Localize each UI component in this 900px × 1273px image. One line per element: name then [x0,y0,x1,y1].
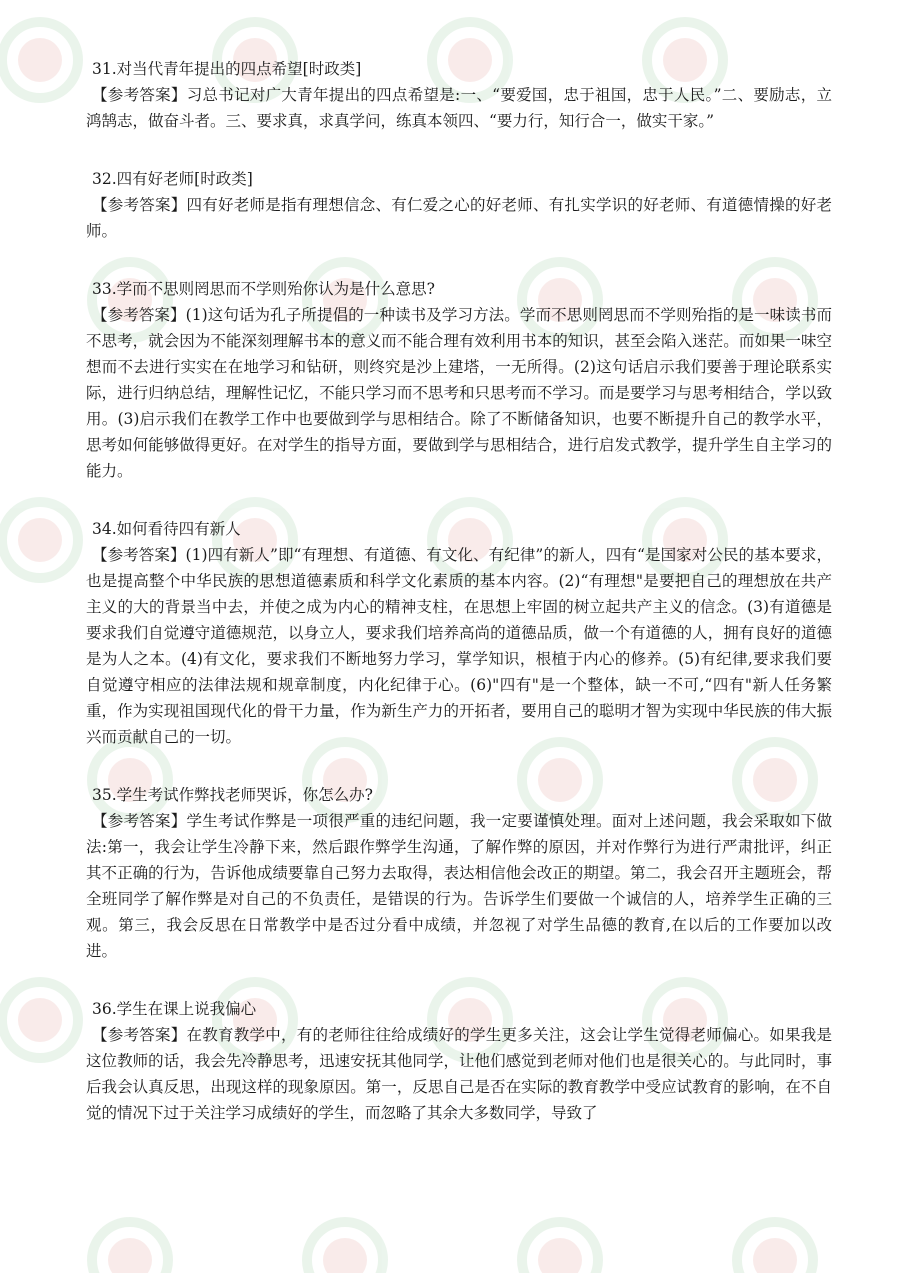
question-title: 33.学而不思则罔思而不学则殆你认为是什么意思? [92,280,435,298]
qa-item-36 [86,996,832,1126]
answer-label: 【参考答案】 [92,306,186,324]
answer-body: (1)这句话为孔子所提倡的一种读书及学习方法。学而不思则罔思而不学则殆指的是一味读书而不思考，就会因为不能深刻理解书本的意义而不能合理有效利用书本的知识，甚至会陷入迷茫。而如果一味空想而不去进行实实在在地学习和钻研，则终究是沙上建塔，一无所得。(2)这句话启示我们要善于理论联系实际，进行归纳总结，理解性记忆，不能只学习而不思考和只思考而不学习。而是要学习与思考相结合，学以致用。(3)启示我们在教学工作中也要做到学与思相结合。除了不断储备知识，也要不断提升自己的教学水平，思考如何能够做得更好。在对学生的指导方面，要做到学与思相结合，进行启发式教学，提升学生自主学习的能力。 [86,306,832,480]
answer-body: 四有好老师是指有理想信念、有仁爱之心的好老师、有扎实学识的好老师、有道德情操的好老师。 [86,196,832,240]
answer-label: 【参考答案】 [92,1026,187,1044]
question-title: 34.如何看待四有新人 [92,520,241,538]
answer-body: (1)四有新人”即“有理想、有道德、有文化、有纪律”的新人，四有“是国家对公民的基本要求，也是提高整个中华民族的思想道德素质和科学文化素质的基本内容。(2)“有理想"是要把自己的理想放在共产主义的大的背景当中去，并使之成为内心的精神支柱，在思想上牢固的树立起共产主义的信念。(3)有道德是要求我们自觉遵守道德规范，以身立人，要求我们培养高尚的道德品质，做一个有道德的人，拥有良好的道德是为人之本。(4)有文化，要求我们不断地努力学习，掌学知识，根植于内心的修养。(5)有纪律,要求我们要自觉遵守相应的法律法规和规章制度，内化纪律于心。(6)"四有"是一个整体，缺一不可,“四有"新人任务繁重，作为实现祖国现代化的骨干力量，作为新生产力的开拓者，要用自己的聪明才智为实现中华民族的伟大振兴而贡献自己的一切。 [86,546,832,746]
answer-label: 【参考答案】 [92,196,187,214]
answer-body: 习总书记对广大青年提出的四点希望是:一、“要爱国，忠于祖国，忠于人民。”二、要励志，立鸿鹄志，做奋斗者。三、要求真，求真学问，练真本领四、“要力行，知行合一，做实干家。” [86,86,832,130]
question-title: 32.四有好老师[时政类] [92,170,253,188]
document-page [86,56,832,1158]
answer-label: 【参考答案】 [92,86,187,104]
watermark-logo-icon [2,982,78,1058]
answer-text [86,302,832,484]
qa-item-31 [86,56,832,134]
answer-text [86,808,832,964]
answer-label: 【参考答案】 [92,546,186,564]
answer-body: 在教育教学中，有的老师往往给成绩好的学生更多关注，这会让学生觉得老师偏心。如果我是这位教师的话，我会先冷静思考，迅速安抚其他同学，让他们感觉到老师对他们也是很关心的。与此同时，事后我会认真反思，出现这样的现象原因。第一，反思自己是否在实际的教育教学中受应试教育的影响，在不自觉的情况下过于关注学习成绩好的学生，而忽略了其余大多数同学，导致了 [86,1026,832,1122]
watermark-logo-icon [307,1222,383,1273]
answer-text [86,192,832,244]
watermark-logo-icon [92,1222,168,1273]
answer-text [86,1022,832,1126]
question-title: 35.学生考试作弊找老师哭诉，你怎么办? [92,786,373,804]
watermark-logo-icon [522,1222,598,1273]
watermark-logo-icon [2,22,78,98]
qa-item-33 [86,276,832,484]
question-title: 36.学生在课上说我偏心 [92,1000,257,1018]
answer-label: 【参考答案】 [92,812,187,830]
qa-item-32 [86,166,832,244]
answer-body: 学生考试作弊是一项很严重的违纪问题，我一定要谨慎处理。面对上述问题，我会采取如下做法:第一，我会让学生冷静下来，然后跟作弊学生沟通，了解作弊的原因，并对作弊行为进行严肃批评，纠正其不正确的行为，告诉他成绩要靠自己努力去取得，表达相信他会改正的期望。第二，我会召开主题班会，帮全班同学了解作弊是对自己的不负责任，是错误的行为。告诉学生们要做一个诚信的人，培养学生正确的三观。第三，我会反思在日常教学中是否过分看中成绩，并忽视了对学生品德的教育,在以后的工作要加以改进。 [86,812,832,960]
answer-text [86,82,832,134]
answer-text [86,542,832,750]
qa-item-34 [86,516,832,750]
question-title: 31.对当代青年提出的四点希望[时政类] [92,60,362,78]
watermark-logo-icon [737,1222,813,1273]
watermark-logo-icon [2,502,78,578]
qa-item-35 [86,782,832,964]
